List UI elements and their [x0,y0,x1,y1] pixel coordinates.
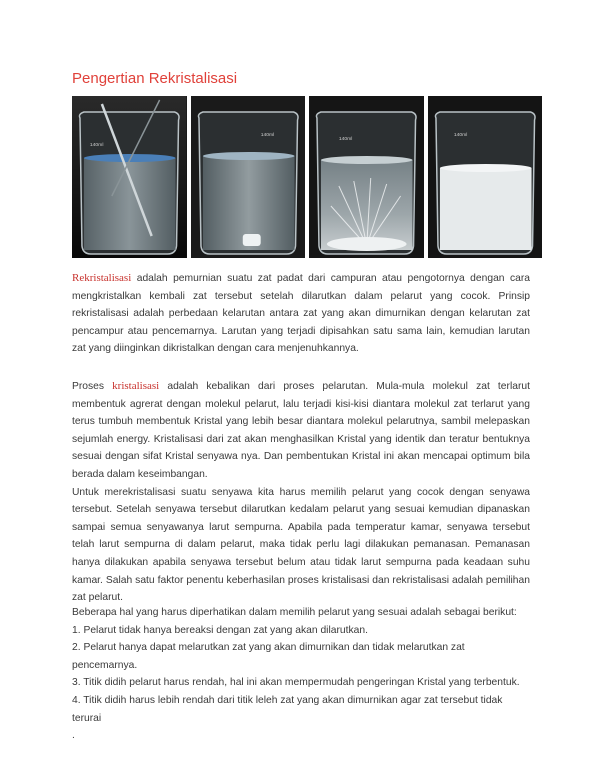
list-item: 4. Titik didih harus lebih rendah dari titik leleh zat yang akan dimurnikan agar zat tersebut tidak terurai [72,694,503,724]
page-title: Pengertian Rekristalisasi [72,70,238,87]
beaker-label: 140ml [260,131,274,139]
list-item: 3. Titik didih pelarut harus rendah, hal ini akan mempermudah pengeringan Kristal yang terbentuk. [72,677,520,689]
paragraph-kristalisasi-text: adalah kebalikan dari proses pelarutan. Mula-mula molekul zat terlarut membentuk agrerat dengan molekul pelarut, lalu terjadi kisi-kisi diantara molekul zat terlarut yang terus tumbuh membentuk Kristal yang lebih besar diantara molekul pelarutnya, sambil melepaskan sejumlah energy. Kristalisasi dari zat akan menghasilkan Kristal yang identik dan teratur bentuknya sesuai dengan sifat Kristal senyawa nya. Dan pembentukan Kristal ini akan mencapai optimum bila berada dalam keseimbangan. [72,381,530,480]
paragraph-definition-text: adalah pemurnian suatu zat padat dari campuran atau pengotornya dengan cara mengkristalkan kembali zat tersebut setelah dilarutkan dalam pelarut yang cocok. Prinsip rekristalisasi adalah perbedaan kelarutan antara zat yang akan dimurnikan dengan kelarutan zat pencampur atau pencemarnya. Larutan yang terjadi dipisahkan satu sama lain, kemudian larutan zat yang diinginkan dikristalkan dengan cara menjenuhkannya. [72,273,530,355]
paragraph-rekristalisasi-procedure: Untuk merekristalisasi suatu senyawa kita harus memilih pelarut yang cocok dengan senyawa tersebut. Setelah senyawa tersebut dilarutkan kedalam pelarut yang sesuai kemudian dipanaskan sampai semua senyawanya larut sempurna. Apabila pada temperatur kamar, senyawa tersebut telah larut sempurna di dalam pelarut, maka tidak perlu lagi dilakukan pemanasan. Pemanasan hanya dilakukan apabila senyawa tersebut belum atau tidak larut sempurna pada keadaan suhu kamar. Salah satu faktor penentu keberhasilan proses kristalisasi dan rekristalisasi adalah pemilihan zat pelarut. [72,486,530,604]
solvent-criteria [72,604,530,745]
beaker-photo-2 [191,96,306,258]
paragraph-kristalisasi-prefix: Proses [72,381,113,392]
beaker-label: 140ml [89,141,104,149]
list-item: 2. Pelarut hanya dapat melarutkan zat yang akan dimurnikan dan tidak melarutkan zat pencemarnya. [72,642,465,671]
beaker-photo-4 [428,96,543,258]
beaker-photo-3 [309,96,424,258]
trailing-period: . [72,730,75,742]
beaker-label: 140ml [453,131,467,139]
paragraph-definition [72,270,530,358]
term-rekristalisasi: Rekristalisasi [72,272,132,284]
beaker-photo-strip [72,96,542,258]
list-intro: Beberapa hal yang harus diperhatikan dalam memilih pelarut yang sesuai adalah sebagai berikut: [72,607,517,618]
criteria-list [72,622,530,728]
term-kristalisasi: kristalisasi [112,380,160,392]
paragraph-kristalisasi [72,378,530,607]
list-item: 1. Pelarut tidak hanya bereaksi dengan zat yang akan dilarutkan. [72,624,368,636]
beaker-label: 140ml [338,135,353,143]
beaker-photo-1 [72,96,187,258]
